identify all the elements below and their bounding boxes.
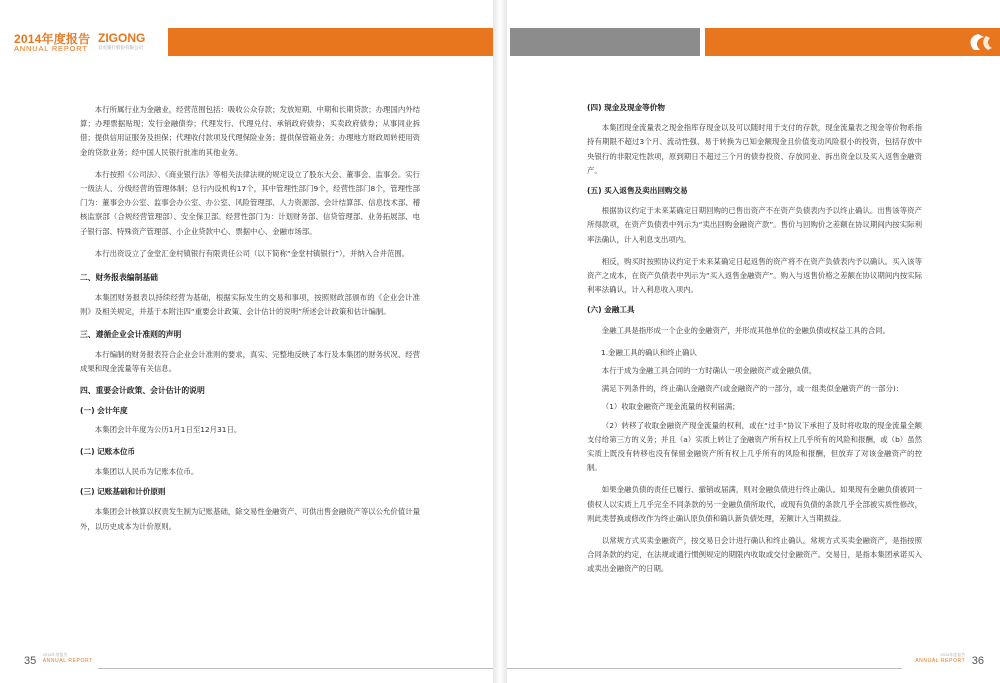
header-orange-bar <box>168 28 493 56</box>
paragraph: （2）转移了收取金融资产现金流量的权利，或在“过手”协议下承担了及时将收取的现金流量全额支付给第三方的义务；并且（a）实质上转让了金融资产所有权上几乎所有的风险和报酬，或（b）虽然实质上既没有转移也没有保留金融资产所有权上几乎所有的风险和报酬，但放弃了对该金融资产的控制。 <box>587 420 922 473</box>
folio-annual-report: ANNUAL REPORT <box>915 658 966 664</box>
logo-mark-icon <box>940 28 1000 56</box>
paragraph: 本行于成为金融工具合同的一方时确认一项金融资产或金融负债。 <box>601 366 817 376</box>
subsection-heading: (二) 记账本位币 <box>80 446 136 456</box>
right-body <box>587 101 922 577</box>
report-logo <box>14 28 164 58</box>
paragraph: 本集团以人民币为记账本位币。 <box>94 467 199 477</box>
page-gutter <box>493 0 507 683</box>
section-heading: 四、重要会计政策、会计估计的说明 <box>80 386 205 396</box>
logo-year-title: 2014年度报告 <box>14 32 91 46</box>
footer-rule <box>507 668 902 669</box>
left-body <box>80 103 420 534</box>
section-heading: 三、遵循企业会计准则的声明 <box>80 329 182 339</box>
paragraph: 以常规方式买卖金融资产，按交易日会计进行确认和终止确认。常规方式买卖金融资产，是指按照合同条款的约定，在法规或通行惯例规定的期限内收取或交付金融资产。交易日，是指本集团承诺买入或卖出金融资产的日期。 <box>587 536 922 574</box>
paragraph: 本行所属行业为金融业，经营范围包括：吸收公众存款；发放短期、中期和长期贷款；办理国内外结算；办理票据贴现；发行金融债券；代理发行、代理兑付、承销政府债券；买卖政府债券；从事同业拆借；提供信用证服务及担保；代理收付款项及代理保险业务；提供保管箱业务；办理地方财政周转使用资金的贷款业务；经中国人民银行批准的其他业务。 <box>80 105 420 157</box>
left-page <box>0 0 493 683</box>
page-number: 35 <box>24 655 37 667</box>
logo-annual-report: ANNUAL REPORT <box>14 44 88 53</box>
folio-caption-small: 2014年度报告 <box>42 652 68 657</box>
paragraph: 本集团会计核算以权责发生制为记账基础，除交易性金融资产、可供出售金融资产等以公允价值计量外，以历史成本为计价原则。 <box>80 507 420 531</box>
subsection-heading: (四) 现金及现金等价物 <box>587 103 665 112</box>
item-heading: 1.金融工具的确认和终止确认 <box>601 347 697 357</box>
header-orange-bar <box>705 28 940 56</box>
subsection-heading: (三) 记账基础和计价原则 <box>80 487 166 497</box>
paragraph: 本集团财务报表以持续经营为基础，根据实际发生的交易和事项，按照财政部颁布的《企业会计准则》及相关规定，并基于本附注四“重要会计政策、会计估计的说明”所述会计政策和估计编制。 <box>80 293 420 317</box>
left-folio <box>24 651 93 669</box>
header-gray-bar <box>510 28 700 56</box>
paragraph: 本行按照《公司法》、《商业银行法》等相关法律法规的规定设立了股东大会、董事会、监事会。实行一级法人、分级经营的管理体制；总行内设机构17个，其中管理性部门9个，经营性部门8个，管理性部门为：董事会办公室、监事会办公室、办公室、风险管理部、人力资源部、会计结算部、信息技术部、稽核监察部（合规经营管理部）、安全保卫部。经营性部门为：计划财务部、信贷管理部、业务拓展部、电子银行部、特殊资产管理部、小企业贷款中心、票据中心、金融市场部。 <box>80 169 420 236</box>
logo-brand-sub: 自贡银行股份有限公司 <box>98 46 143 51</box>
section-heading: 二、财务报表编制基础 <box>80 273 158 283</box>
right-page <box>507 0 1000 683</box>
paragraph: 根据协议约定于未来某确定日期回购的已售出资产不在资产负债表内予以终止确认。出售该等资产所得款项，在资产负债表中列示为“卖出回购金融资产款”。售价与回购价之差额在协议期间内按实际利率法确认，计入利息支出项内。 <box>587 206 922 244</box>
paragraph: （1）收取金融资产现金流量的权利届满； <box>601 402 740 412</box>
paragraph: 金融工具是指形成一个企业的金融资产，并形成其他单位的金融负债或权益工具的合同。 <box>601 325 891 335</box>
paragraph: 本集团现金流量表之现金指库存现金以及可以随时用于支付的存款，现金流量表之现金等价物系指持有期限不超过3个月、流动性强、易于转换为已知金额现金且价值变动风险很小的投资，包括存放中央银行的非限定性款项，原到期日不超过三个月的债券投资、存放同业、拆出资金以及买入返售金融资产。 <box>587 123 922 175</box>
folio-annual-report: ANNUAL REPORT <box>42 658 93 664</box>
paragraph: 本行编制的财务报表符合企业会计准则的要求，真实、完整地反映了本行及本集团的财务状况、经营成果和现金流量等有关信息。 <box>80 349 420 374</box>
logo-brand: ZIGONG <box>98 31 146 45</box>
subsection-heading: (一) 会计年度 <box>80 406 128 416</box>
paragraph: 本集团会计年度为公历1月1日至12月31日。 <box>94 424 242 434</box>
paragraph: 相反，购买时按照协议约定于未来某确定日起返售的资产将不在资产负债表内予以确认。买入该等资产之成本，在资产负债表中列示为“买入返售金融资产”。购入与返售价格之差额在协议期间内按实际利率法确认，计入利息收入项内。 <box>587 256 922 295</box>
paragraph: 如果金融负债的责任已履行、撤销或届满，则对金融负债进行终止确认。如果现有金融负债被同一债权人以实质上几乎完全不同条款的另一金融负债所取代，或现有负债的条款几乎全部被实质性修改，则此类替换或修改作为终止确认原负债和确认新负债处理，差额计入当期损益。 <box>587 485 922 523</box>
right-folio <box>915 651 984 669</box>
paragraph: 本行出资设立了金堂汇金村镇银行有限责任公司（以下简称“金堂村镇银行”），并纳入合并范围。 <box>94 248 410 258</box>
footer-rule <box>98 668 493 669</box>
subsection-heading: (六) 金融工具 <box>587 305 635 315</box>
folio-caption-small: 2014年度报告 <box>940 652 966 657</box>
subsection-heading: (五) 买入返售及卖出回购交易 <box>587 186 688 196</box>
paragraph: 满足下列条件的，终止确认金融资产(或金融资产的一部分，或一组类似金融资产的一部分)： <box>601 384 904 394</box>
page-number: 36 <box>971 655 984 667</box>
